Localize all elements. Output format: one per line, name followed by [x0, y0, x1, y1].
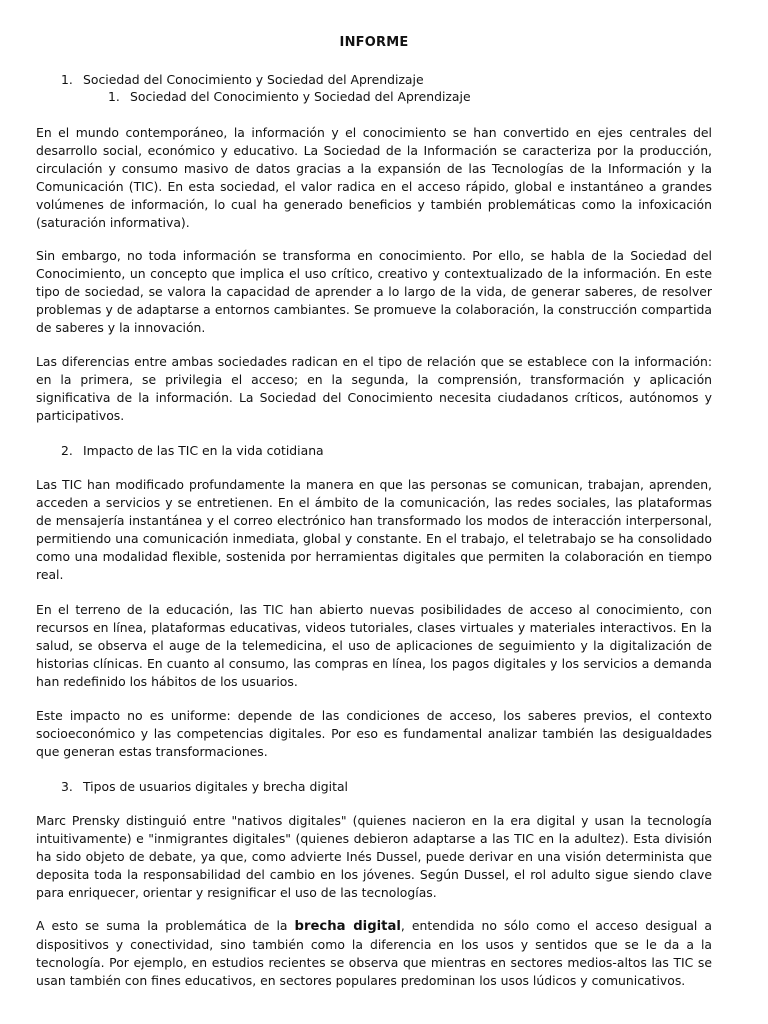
paragraph-8-start: A esto se suma la problemática de la	[36, 918, 295, 933]
paragraph-2: Sin embargo, no toda información se transforma en conocimiento. Por ello, se habla de la Sociedad del Conocimiento, un concepto que implica el uso crítico, creativo y contextualizado de la información. En este tipo de sociedad, se valora la capacidad de aprender a lo largo de la vida, de generar saberes, de resolver problemas y de adaptarse a entornos cambiantes. Se promueve la colaboración, la construcción compartida de saberes y la innovación.	[36, 248, 712, 335]
section-heading-3	[61, 778, 348, 796]
heading-number: 2.	[61, 443, 73, 458]
heading-text: Impacto de las TIC en la vida cotidiana	[83, 443, 324, 458]
brecha-digital-term: brecha digital	[294, 919, 401, 934]
paragraph-7: Marc Prensky distinguió entre "nativos digitales" (quienes nacieron en la era digital y usan la tecnología intuitivamente) e "inmigrantes digitales" (quienes debieron adaptarse a las TIC en la adultez). Esta división ha sido objeto de debate, ya que, como advierte Inés Dussel, puede derivar en una visión determinista que deposita toda la responsabilidad del cambio en los jóvenes. Según Dussel, el rol adulto sigue siendo clave para enriquecer, orientar y resignificar el uso de las tecnologías.	[36, 813, 712, 900]
paragraph-1: En el mundo contemporáneo, la información y el conocimiento se han convertido en ejes centrales del desarrollo social, económico y educativo. La Sociedad de la Información se caracteriza por la producción, circulación y consumo masivo de datos gracias a la expansión de las Tecnologías de la Información y la Comunicación (TIC). En esta sociedad, el valor radica en el acceso rápido, global e instantáneo a grandes volúmenes de información, lo cual ha generado beneficios y también problemáticas como la infoxicación (saturación informativa).	[36, 125, 712, 230]
paragraph-4: Las TIC han modificado profundamente la manera en que las personas se comunican, trabajan, aprenden, acceden a servicios y se entretienen. En el ámbito de la comunicación, las redes sociales, las plataformas de mensajería instantánea y el correo electrónico han transformado los modos de interacción interpersonal, permitiendo una comunicación inmediata, global y constante. En el trabajo, el teletrabajo se ha consolidado como una modalidad flexible, sostenida por herramientas digitales que permiten la colaboración en tiempo real.	[36, 477, 712, 582]
heading-number: 1.	[61, 72, 73, 87]
heading-text: Sociedad del Conocimiento y Sociedad del Aprendizaje	[130, 89, 471, 104]
heading-number: 1.	[108, 89, 120, 104]
paragraph-3: Las diferencias entre ambas sociedades radican en el tipo de relación que se establece con la información: en la primera, se privilegia el acceso; en la segunda, la comprensión, transformación y aplicación significativa de la información. La Sociedad del Conocimiento necesita ciudadanos críticos, autónomos y participativos.	[36, 354, 712, 423]
section-subheading-1	[108, 88, 471, 106]
paragraph-6: Este impacto no es uniforme: depende de las condiciones de acceso, los saberes previos, el contexto socioeconómico y las competencias digitales. Por eso es fundamental analizar también las desigualdades que generan estas transformaciones.	[36, 708, 712, 759]
section-heading-1	[61, 71, 424, 89]
document-title: INFORME	[339, 35, 409, 50]
heading-text: Tipos de usuarios digitales y brecha digital	[83, 779, 348, 794]
paragraph-8-rest: , entendida no sólo como el acceso desigual a dispositivos y conectividad, sino también como la diferencia en los usos y sentidos que se le da a la tecnología. Por ejemplo, en estudios recientes se observa que mientras en sectores medios-altos las TIC se usan también con fines educativos, en sectores populares predominan los usos lúdicos y comunicativos.	[36, 918, 712, 988]
paragraph-5: En el terreno de la educación, las TIC han abierto nuevas posibilidades de acceso al conocimiento, con recursos en línea, plataformas educativas, videos tutoriales, clases virtuales y materiales interactivos. En la salud, se observa el auge de la telemedicina, el uso de aplicaciones de seguimiento y la digitalización de historias clínicas. En cuanto al consumo, las compras en línea, los pagos digitales y los servicios a demanda han redefinido los hábitos de los usuarios.	[36, 602, 712, 689]
section-heading-2	[61, 442, 324, 460]
heading-text: Sociedad del Conocimiento y Sociedad del Aprendizaje	[83, 72, 424, 87]
heading-number: 3.	[61, 779, 73, 794]
paragraph-8	[36, 917, 712, 990]
